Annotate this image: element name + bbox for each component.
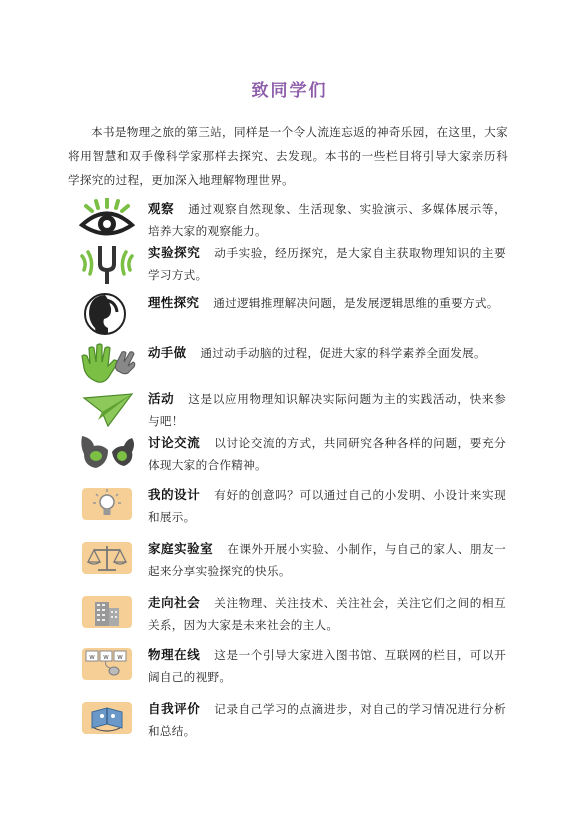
eye-icon (78, 198, 136, 242)
hands-icon (78, 342, 136, 386)
column-observe (78, 198, 518, 248)
column-my-design (78, 484, 518, 534)
column-heading: 讨论交流 (148, 435, 201, 450)
book-icon (78, 698, 136, 742)
column-description: 这是以应用物理知识解决实际问题为主的实践活动，快来参与吧！ (148, 392, 506, 428)
column-description: 在课外开展小实验、小制作，与自己的家人、朋友一起来分享实验探究的快乐。 (148, 542, 506, 578)
column-description: 通过逻辑推理解决问题，是发展逻辑思维的重要方式。 (213, 296, 499, 310)
svg-text:w: w (89, 653, 95, 661)
www-mouse-icon (78, 644, 136, 688)
page-title: 致同学们 (251, 81, 328, 101)
column-heading: 走向社会 (148, 595, 201, 610)
thinking-head-icon (78, 292, 136, 336)
column-heading: 家庭实验室 (148, 541, 214, 556)
column-self-evaluation (78, 698, 518, 748)
column-heading: 理性探究 (148, 295, 200, 310)
column-heading: 我的设计 (148, 487, 201, 502)
lightbulb-icon (78, 484, 136, 528)
column-home-lab (78, 538, 518, 588)
tuning-fork-icon (78, 242, 136, 286)
column-description: 以讨论交流的方式，共同研究各种各样的问题，要充分体现大家的合作精神。 (148, 436, 507, 472)
column-rational (78, 292, 518, 342)
svg-text:w: w (117, 653, 123, 661)
column-heading: 观察 (148, 201, 175, 216)
column-heading: 物理在线 (148, 647, 201, 662)
paper-plane-icon (78, 388, 136, 432)
column-heading: 动手做 (148, 345, 187, 360)
column-online (78, 644, 518, 694)
column-heading: 实验探究 (148, 245, 201, 260)
column-description: 这是一个引导大家进入图书馆、互联网的栏目，可以开阔自己的视野。 (148, 648, 507, 684)
intro-paragraph: 本书是物理之旅的第三站，同样是一个令人流连忘返的神奇乐园，在这里，大家将用智慧和双手像科学家那样去探究、去发现。本书的一些栏目将引导大家亲历科学探究的过程，更加深入地理解物理世界。 (68, 125, 508, 187)
column-description: 记录自己学习的点滴进步，对自己的学习情况进行分析和总结。 (148, 702, 507, 738)
column-description: 有好的创意吗？可以通过自己的小发明、小设计来实现和展示。 (148, 488, 507, 524)
column-hands-on (78, 342, 518, 392)
column-description: 通过观察自然现象、生活现象、实验演示、多媒体展示等，培养大家的观察能力。 (148, 202, 506, 238)
column-description: 动手实验，经历探究，是大家自主获取物理知识的主要学习方式。 (148, 246, 507, 282)
balance-icon (78, 538, 136, 582)
discussion-icon (78, 432, 136, 476)
column-discussion (78, 432, 518, 482)
svg-text:w: w (103, 653, 109, 661)
column-heading: 自我评价 (148, 701, 201, 716)
column-experiment (78, 242, 518, 292)
column-society (78, 592, 518, 642)
column-description: 通过动手动脑的过程，促进大家的科学素养全面发展。 (200, 346, 486, 360)
column-heading: 活动 (148, 391, 175, 406)
column-description: 关注物理、关注技术、关注社会，关注它们之间的相互关系，因为大家是未来社会的主人。 (148, 596, 507, 632)
column-activity (78, 388, 518, 438)
building-icon (78, 592, 136, 636)
